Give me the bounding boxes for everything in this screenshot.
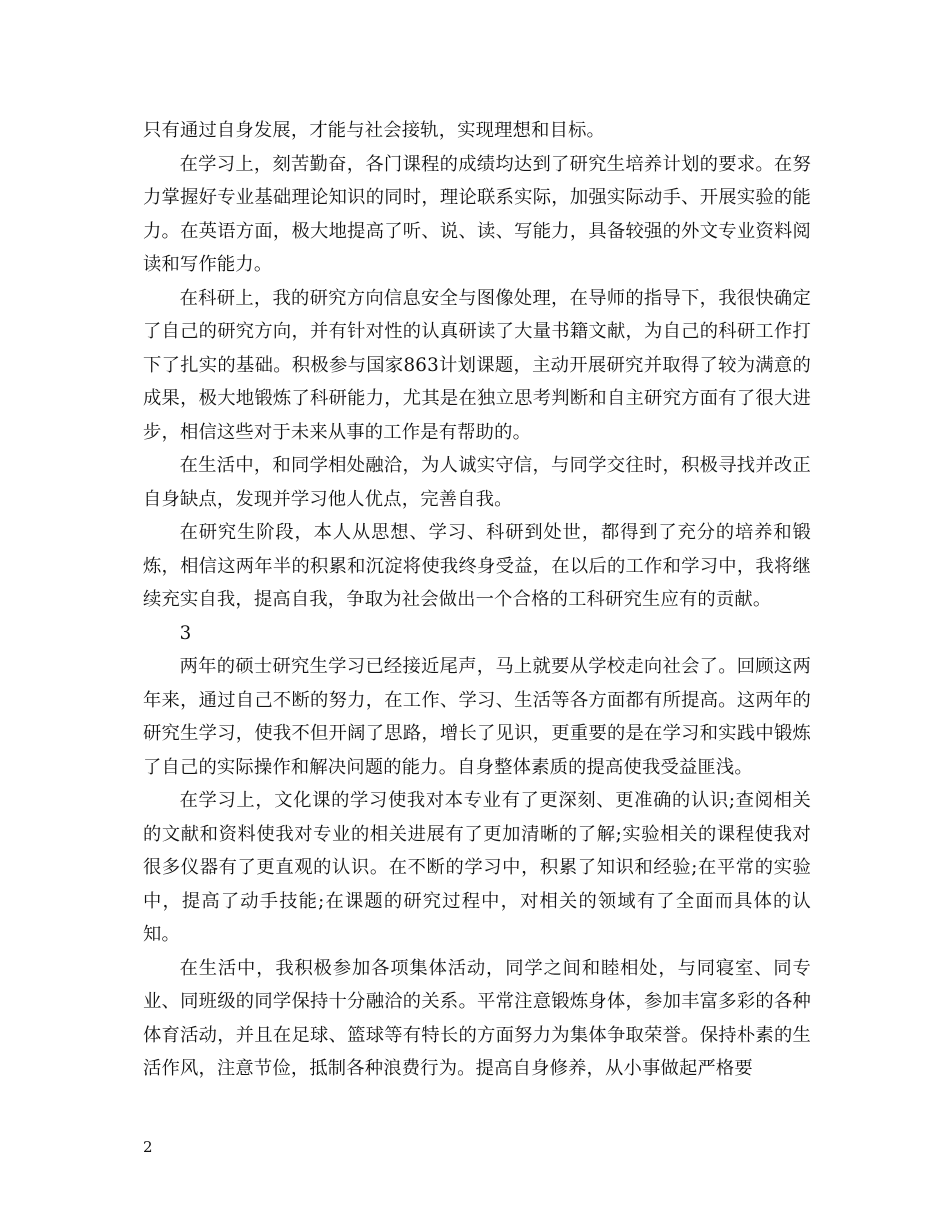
- paragraph-intro-2: 两年的硕士研究生学习已经接近尾声，马上就要从学校走向社会了。回顾这两年来，通过自己不断的努力，在工作、学习、生活等各方面都有所提高。这两年的研究生学习，使我不但开阔了思路，增长了见识，更重要的是在学习和实践中锻炼了自己的实际操作和解决问题的能力。自身整体素质的提高使我受益匪浅。: [143, 656, 811, 778]
- paragraph-study: 在学习上，刻苦勤奋，各门课程的成绩均达到了研究生培养计划的要求。在努力掌握好专业基础理论知识的同时，理论联系实际，加强实际动手、开展实验的能力。在英语方面，极大地提高了听、说、读、写能力，具备较强的外文专业资料阅读和写作能力。: [143, 153, 811, 275]
- paragraph-study-2: 在学习上，文化课的学习使我对本专业有了更深刻、更准确的认识;查阅相关的文献和资料使我对专业的相关进展有了更加清晰的了解;实验相关的课程使我对很多仪器有了更直观的认识。在不断的学习中，积累了知识和经验;在平常的实验中，提高了动手技能;在课题的研究过程中，对相关的领域有了全面而具体的认知。: [143, 790, 811, 945]
- paragraph-summary: 在研究生阶段，本人从思想、学习、科研到处世，都得到了充分的培养和锻炼，相信这两年半的积累和沉淀将使我终身受益，在以后的工作和学习中，我将继续充实自我，提高自我，争取为社会做出一个合格的工科研究生应有的贡献。: [143, 522, 811, 610]
- page-number: 2: [143, 1138, 153, 1156]
- paragraph-continuation: 只有通过自身发展，才能与社会接轨，实现理想和目标。: [143, 120, 606, 141]
- paragraph-research: 在科研上，我的研究方向信息安全与图像处理，在导师的指导下，我很快确定了自己的研究方向，并有针对性的认真研读了大量书籍文献，为自己的科研工作打下了扎实的基础。积极参与国家863计划课题，主动开展研究并取得了较为满意的成果，极大地锻炼了科研能力，尤其是在独立思考判断和自主研究方面有了很大进步，相信这些对于未来从事的工作是有帮助的。: [143, 287, 811, 443]
- document-body: [143, 114, 811, 1086]
- section-number: 3: [179, 622, 192, 644]
- paragraph-life-2: 在生活中，我积极参加各项集体活动，同学之间和睦相处，与同寝室、同专业、同班级的同学保持十分融洽的关系。平常注意锻炼身体，参加丰富多彩的各种体育活动，并且在足球、篮球等有特长的方面努力为集体争取荣誉。保持朴素的生活作风，注意节俭，抵制各种浪费行为。提高自身修养，从小事做起严格要: [143, 957, 811, 1079]
- paragraph-life: 在生活中，和同学相处融洽，为人诚实守信，与同学交往时，积极寻找并改正自身缺点，发现并学习他人优点，完善自我。: [143, 455, 811, 510]
